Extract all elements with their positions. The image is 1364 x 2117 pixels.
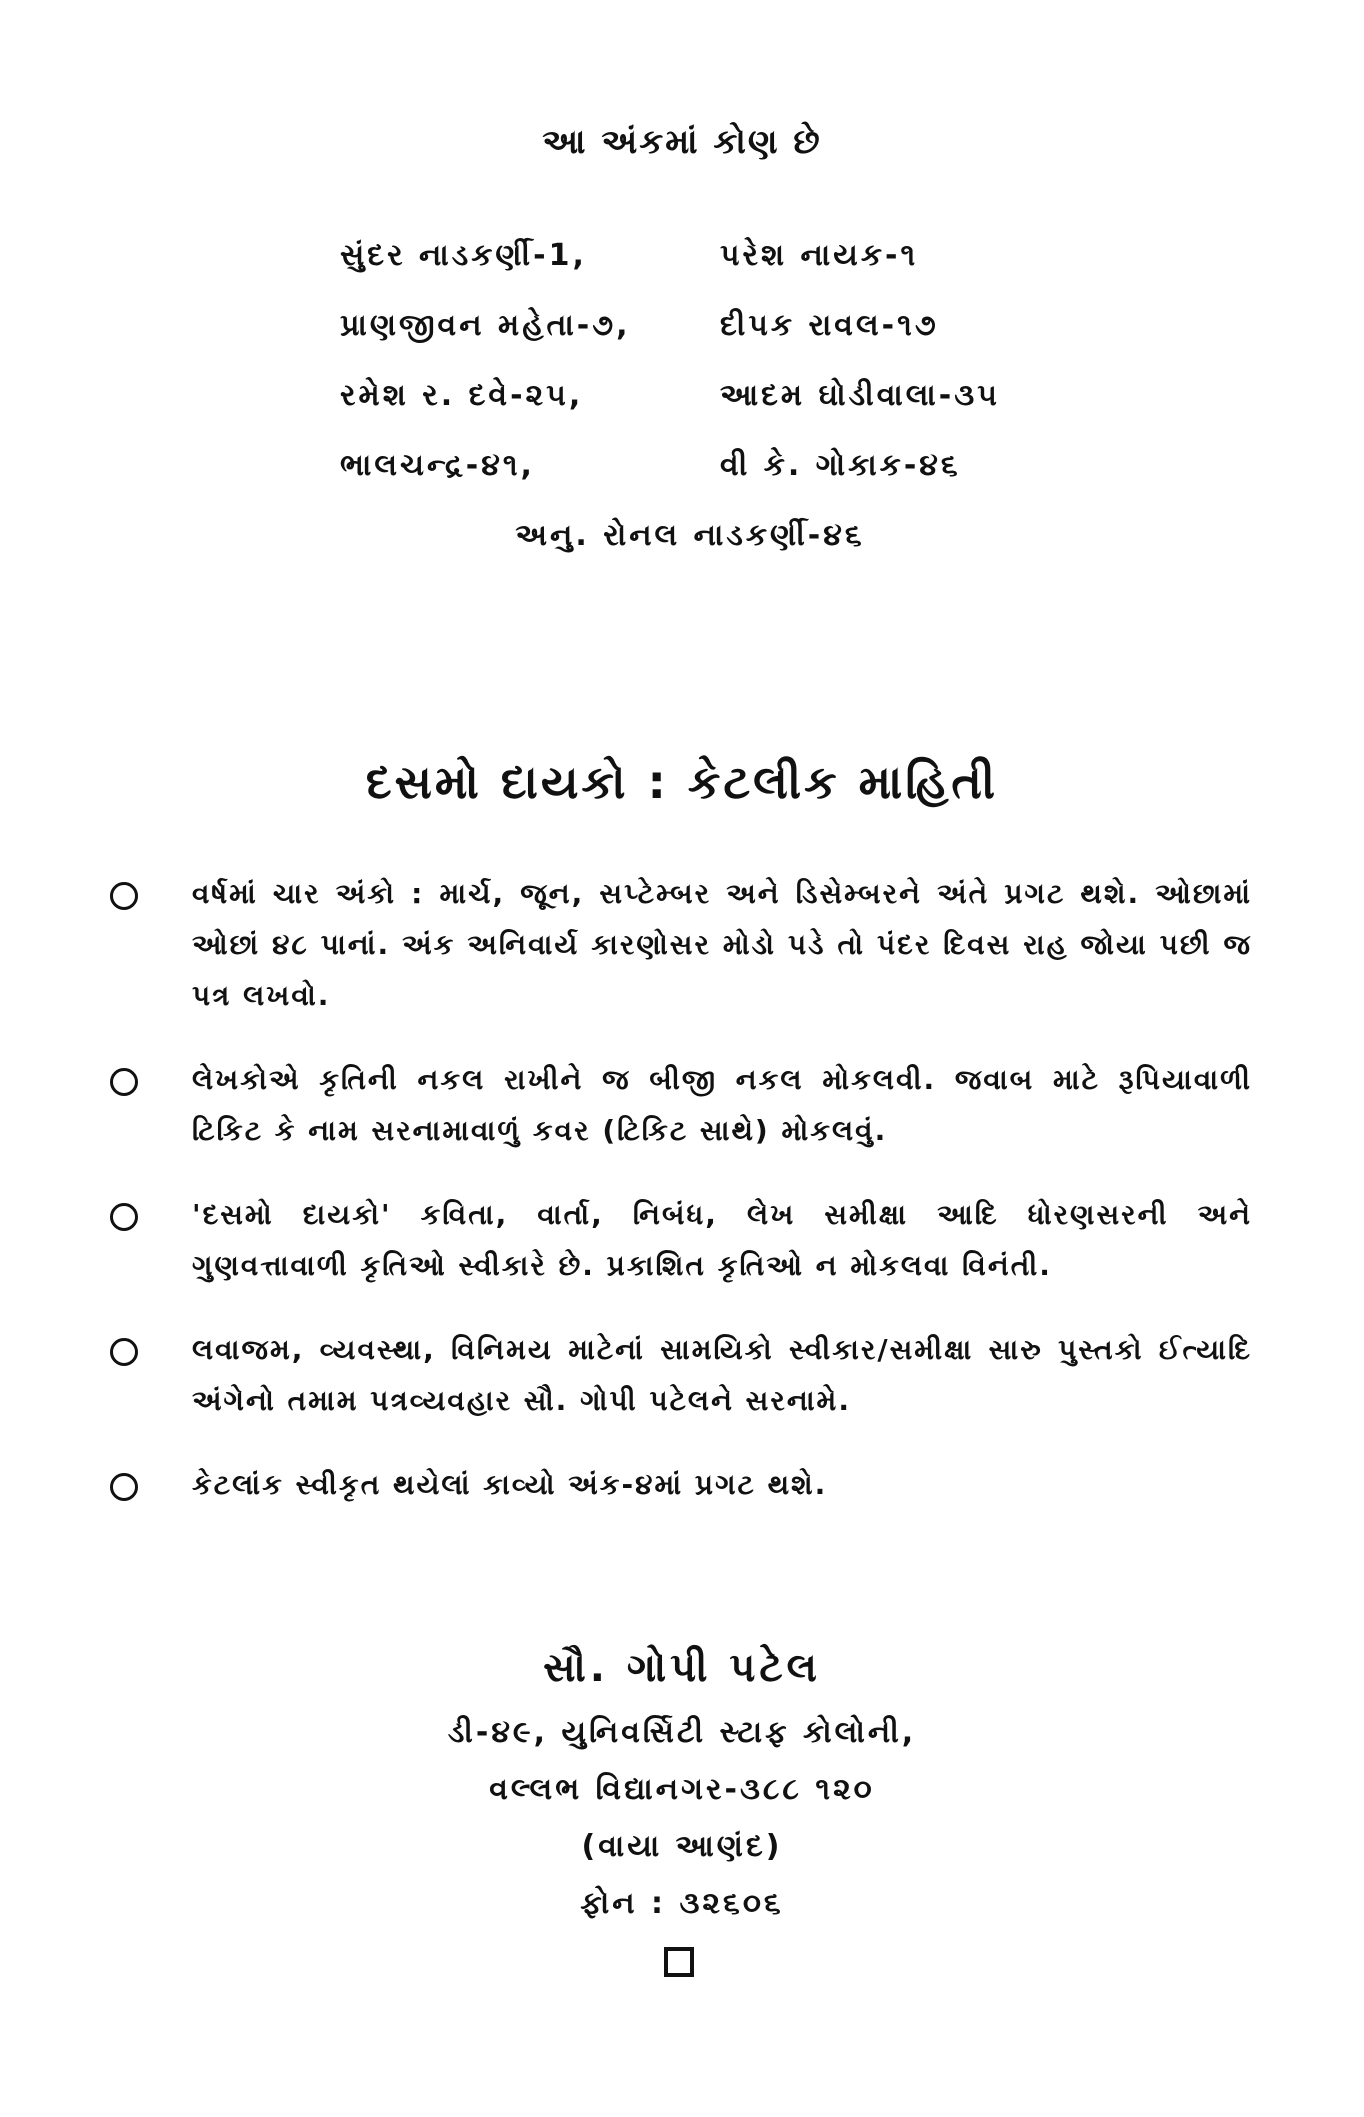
list-item-text: લવાજમ, વ્યવસ્થા, વિનિમય માટેનાં સામયિકો સ્વીકાર/સમીક્ષા સારુ પુસ્તકો ઈત્યાદિ અંગેનો તમામ પત્રવ્યવહાર સૌ. ગોપી પટેલને સરનામે. bbox=[192, 1333, 1252, 1417]
address-line: વલ્લભ વિદ્યાનગર-૩૮૮ ૧૨૦ bbox=[489, 1772, 875, 1807]
contents-entry: દીપક રાવલ-૧૭ bbox=[720, 307, 939, 343]
list-item bbox=[110, 1189, 1255, 1291]
editor-name: સૌ. ગોપી પટેલ bbox=[543, 1645, 821, 1691]
info-heading: દસમો દાયકો : કેટલીક માહિતી bbox=[365, 755, 999, 809]
circle-bullet-icon bbox=[110, 1338, 138, 1366]
contents-row bbox=[340, 430, 1040, 500]
contents-list bbox=[340, 220, 1040, 570]
list-item-text: 'દસમો દાયકો' કવિતા, વાર્તા, નિબંધ, લેખ સમીક્ષા આદિ ધોરણસરની અને ગુણવત્તાવાળી કૃતિઓ સ્વીકારે છે. પ્રકાશિત કૃતિઓ ન મોકલવા વિનંતી. bbox=[192, 1198, 1252, 1282]
circle-bullet-icon bbox=[110, 1068, 138, 1096]
contents-row bbox=[340, 220, 1040, 290]
contents-entry: સુંદર નાડકર્ણી-1, bbox=[340, 237, 587, 273]
list-item bbox=[110, 1324, 1255, 1426]
circle-bullet-icon bbox=[110, 1203, 138, 1231]
list-item bbox=[110, 868, 1255, 1021]
list-item-text: વર્ષમાં ચાર અંકો : માર્ચ, જૂન, સપ્ટેમ્બર અને ડિસેમ્બરને અંતે પ્રગટ થશે. ઓછામાં ઓછાં ૪૮ પાનાં. અંક અનિવાર્ય કારણોસર મોડો પડે તો પંદર દિવસ રાહ જોયા પછી જ પત્ર લખવો. bbox=[192, 877, 1252, 1012]
contents-entry: પ્રાણજીવન મહેતા-૭, bbox=[340, 307, 631, 343]
contents-entry: પરેશ નાયક-૧ bbox=[720, 237, 919, 273]
circle-bullet-icon bbox=[110, 1473, 138, 1501]
list-item bbox=[110, 1459, 1255, 1510]
contents-entry: ભાલચન્દ્ર-૪૧, bbox=[340, 447, 535, 483]
editor-address bbox=[0, 1632, 1364, 1932]
address-line: ડી-૪૯, યુનિવર્સિટી સ્ટાફ કોલોની, bbox=[447, 1715, 917, 1750]
contents-entry: આદમ ઘોડીવાલા-૩૫ bbox=[720, 377, 1000, 413]
circle-bullet-icon bbox=[110, 882, 138, 910]
list-item-text: લેખકોએ કૃતિની નકલ રાખીને જ બીજી નકલ મોકલવી. જવાબ માટે રૂપિયાવાળી ટિકિટ કે નામ સરનામાવાળું કવર (ટિકિટ સાથે) મોકલવું. bbox=[192, 1063, 1252, 1147]
list-item-text: કેટલાંક સ્વીકૃત થયેલાં કાવ્યો અંક-૪માં પ્રગટ થશે. bbox=[192, 1468, 828, 1501]
end-mark-icon bbox=[664, 1947, 694, 1977]
phone-line: ફોન : ૩૨૬૦૬ bbox=[580, 1886, 784, 1921]
contents-entry: અનુ. રોનલ નાડકર્ણી-૪૬ bbox=[515, 517, 865, 553]
contents-entry: વી કે. ગોકાક-૪૬ bbox=[720, 447, 961, 483]
address-line: (વાયા આણંદ) bbox=[581, 1829, 783, 1864]
contents-row bbox=[340, 360, 1040, 430]
contents-title: આ અંકમાં કોણ છે bbox=[542, 122, 822, 162]
contents-entry: રમેશ ર. દવે-૨૫, bbox=[340, 377, 584, 413]
list-item bbox=[110, 1054, 1255, 1156]
info-list bbox=[110, 868, 1255, 1543]
contents-row bbox=[340, 500, 1040, 570]
contents-row bbox=[340, 290, 1040, 360]
